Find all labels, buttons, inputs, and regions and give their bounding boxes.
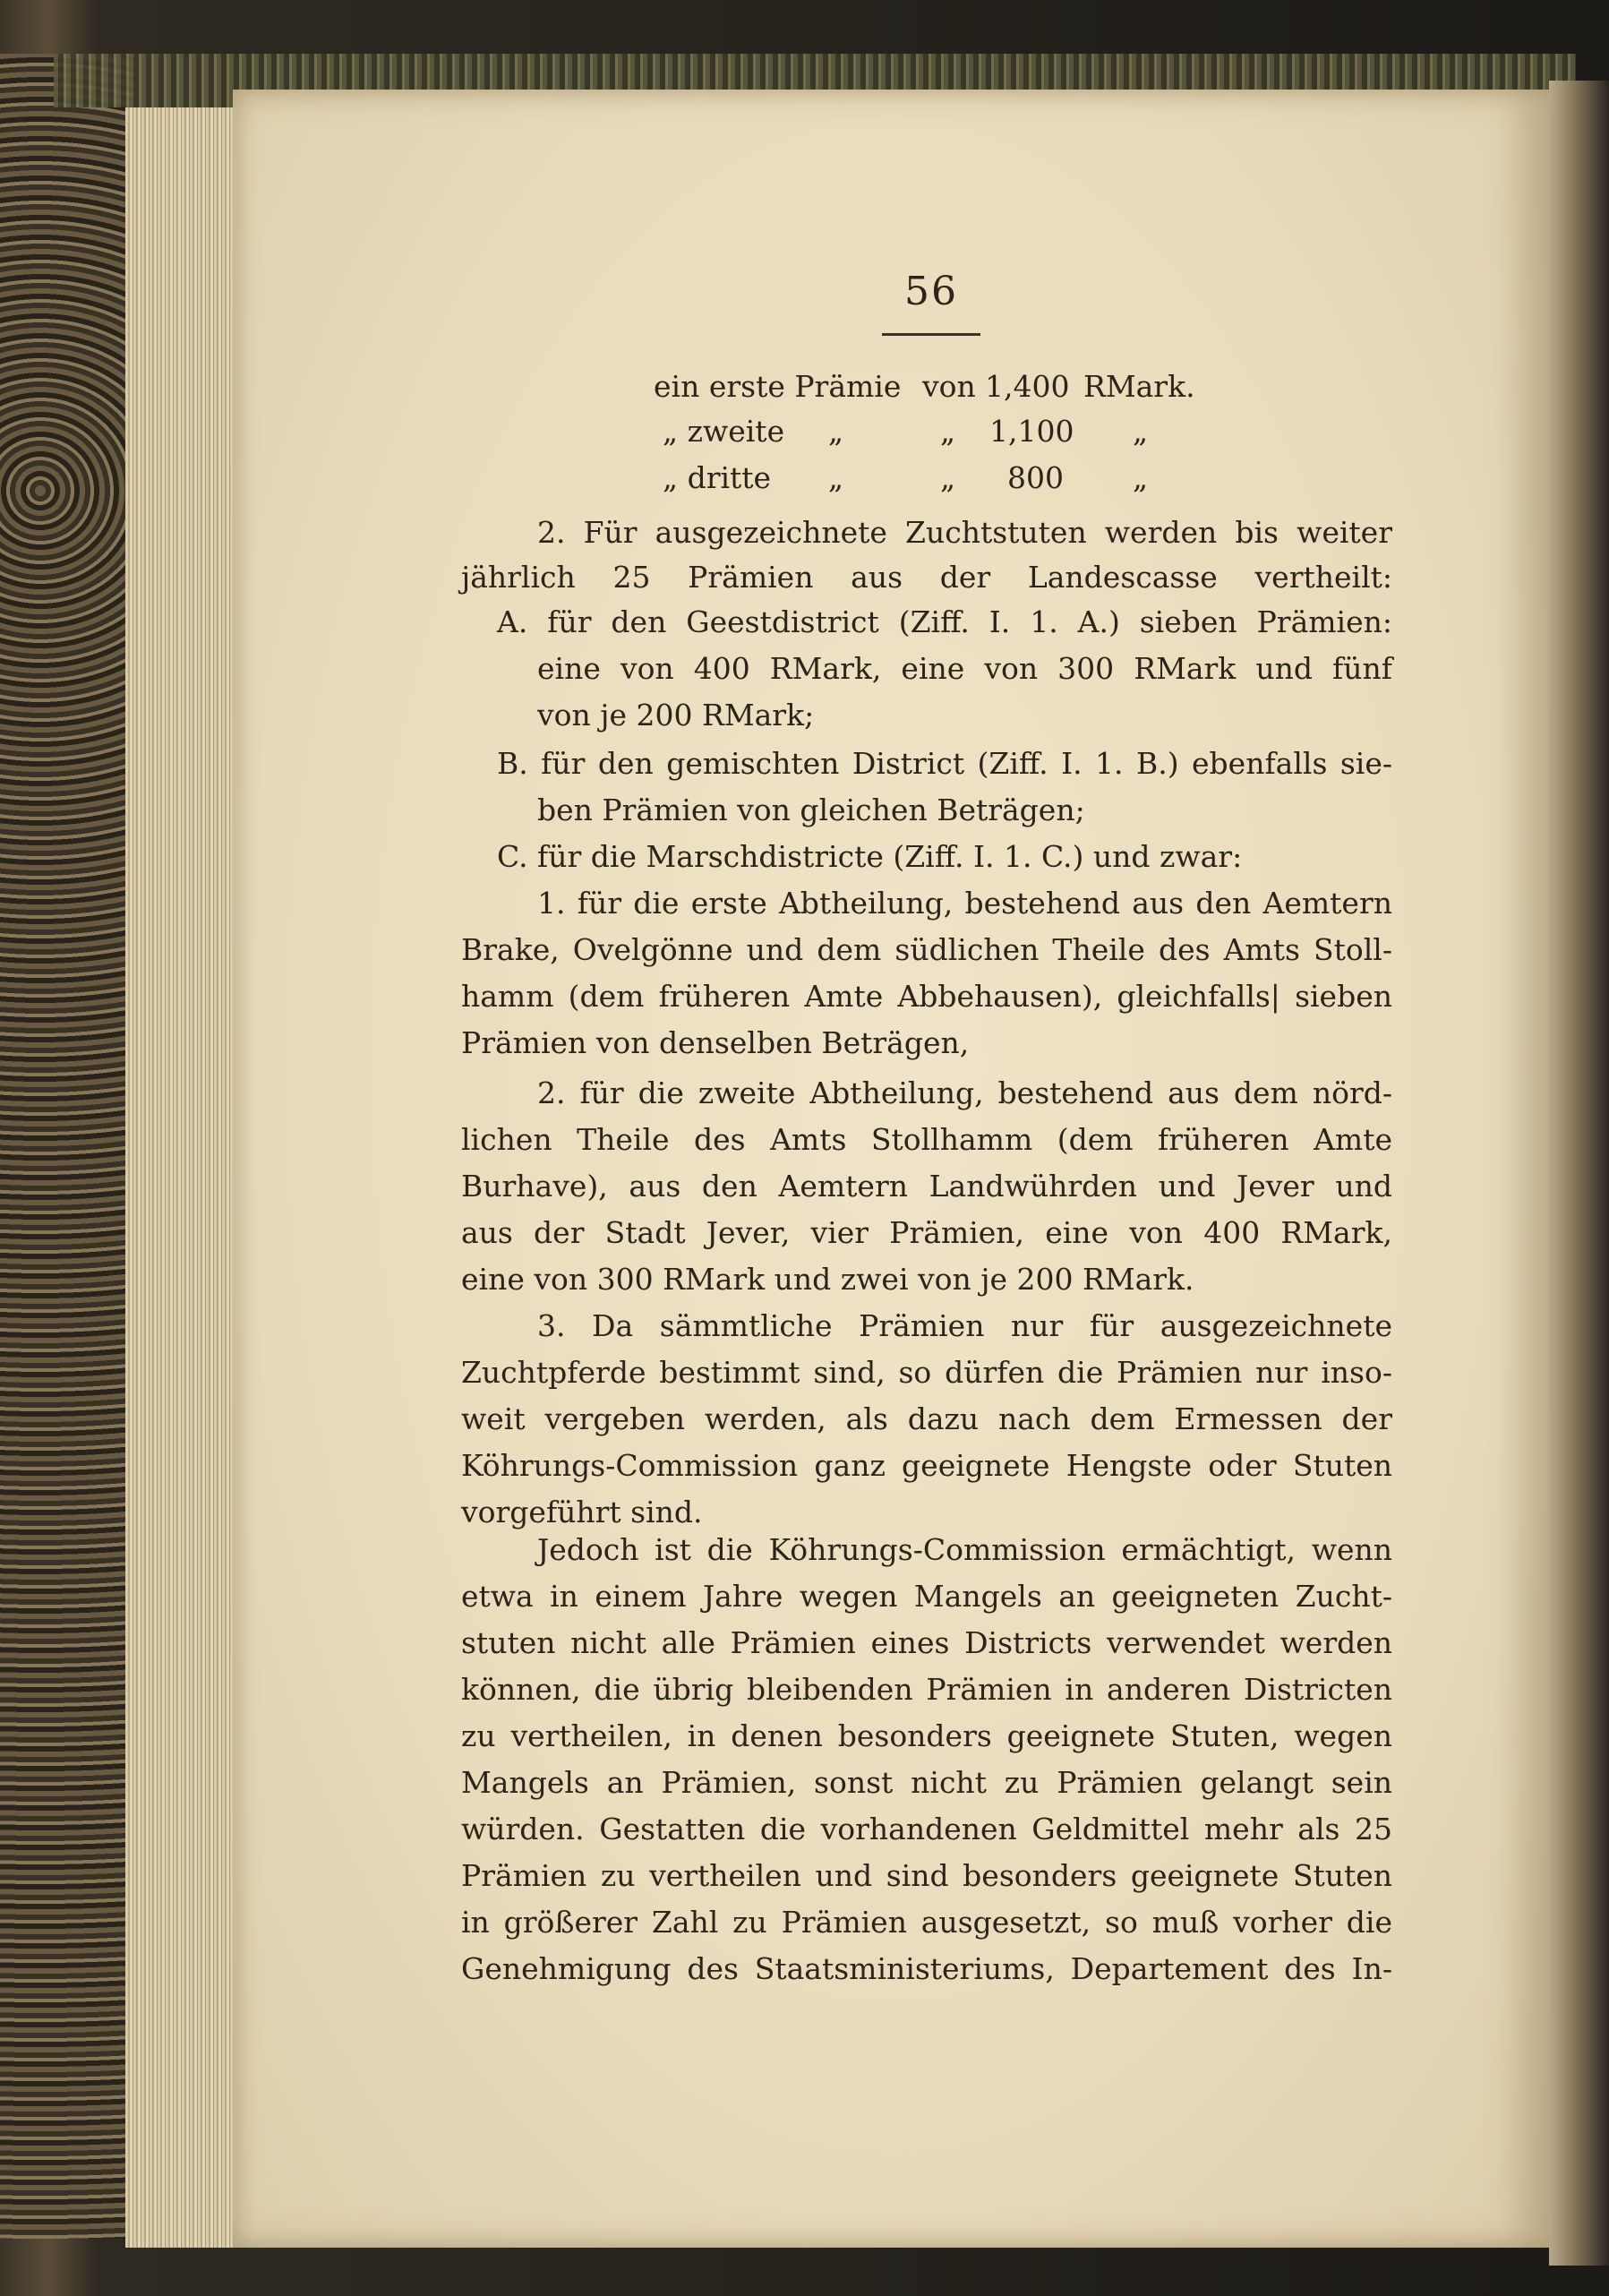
text-line: weit vergeben werden, als dazu nach dem Ermessen der	[461, 1401, 1392, 1436]
text-line: Mangels an Prämien, sonst nicht zu Prämien gelangt sein	[461, 1765, 1392, 1800]
text-line: Prämien von denselben Beträgen,	[461, 1025, 970, 1060]
text-line: stuten nicht alle Prämien eines Districts verwendet werden	[461, 1625, 1392, 1660]
prize-amount: 1,100	[989, 414, 1074, 449]
prize-sep: „	[940, 414, 956, 449]
text-line: Jedoch ist die Köhrungs-Commission ermächtigt, wenn	[537, 1532, 1392, 1567]
prize-amount: 1,400	[985, 369, 1070, 404]
prize-rank: „ zweite	[663, 414, 785, 449]
text-line: eine von 400 RMark, eine von 300 RMark und fünf	[537, 651, 1392, 686]
text-line: 2. Für ausgezeichnete Zuchtstuten werden bis weiter	[537, 515, 1392, 550]
text-line: können, die übrig bleibenden Prämien in anderen Districten	[461, 1672, 1392, 1707]
text-line: hamm (dem früheren Amte Abbehausen), gleichfalls| sieben	[461, 979, 1392, 1014]
prize-row	[663, 460, 1218, 505]
text-line: Burhave), aus den Aemtern Landwührden und Jever und	[461, 1169, 1392, 1204]
text-line: Prämien zu vertheilen und sind besonders geeignete Stuten	[461, 1858, 1392, 1893]
prize-rank: ein erste Prämie	[654, 369, 902, 404]
text-line: vorgeführt sind.	[461, 1495, 703, 1529]
text-line: würden. Gestatten die vorhandenen Geldmittel mehr als 25	[461, 1812, 1392, 1846]
text-line: C. für die Marschdistricte (Ziff. I. 1. C.) und zwar:	[497, 839, 1243, 874]
prize-sep: von	[922, 369, 976, 404]
text-line: Zuchtpferde bestimmt sind, so dürfen die Prämien nur inso-	[461, 1355, 1392, 1390]
text-line: etwa in einem Jahre wegen Mangels an geeigneten Zucht-	[461, 1579, 1392, 1614]
prize-sep: „	[828, 460, 844, 495]
prize-unit: „	[1133, 460, 1149, 495]
prize-row	[654, 369, 1218, 414]
text-line: Genehmigung des Staatsministeriums, Departement des In-	[461, 1951, 1392, 1986]
facing-page-edge	[1549, 81, 1609, 2266]
prize-amount: 800	[1007, 460, 1064, 495]
text-line: aus der Stadt Jever, vier Prämien, eine von 400 RMark,	[461, 1215, 1392, 1250]
text-line: B. für den gemischten District (Ziff. I. 1. B.) ebenfalls sie-	[497, 746, 1392, 781]
page-edges	[125, 107, 242, 2248]
prize-sep: „	[828, 414, 844, 449]
text-line: 3. Da sämmtliche Prämien nur für ausgezeichnete	[537, 1308, 1392, 1343]
marbled-cover	[0, 54, 134, 2239]
text-line: ben Prämien von gleichen Beträgen;	[537, 792, 1085, 827]
prize-unit: „	[1133, 414, 1149, 449]
text-line: A. für den Geestdistrict (Ziff. I. 1. A.) sieben Prämien:	[497, 604, 1392, 639]
prize-rank: „ dritte	[663, 460, 772, 495]
prize-unit: RMark.	[1083, 369, 1195, 404]
text-line: Köhrungs-Commission ganz geeignete Hengste oder Stuten	[461, 1448, 1392, 1483]
prize-row	[663, 414, 1218, 458]
prize-sep: „	[940, 460, 956, 495]
text-line: zu vertheilen, in denen besonders geeignete Stuten, wegen	[461, 1718, 1392, 1753]
text-line: Brake, Ovelgönne und dem südlichen Theile des Amts Stoll-	[461, 932, 1392, 967]
text-line: 2. für die zweite Abtheilung, bestehend aus dem nörd-	[537, 1075, 1392, 1110]
text-line: von je 200 RMark;	[537, 698, 815, 732]
page-number-rule	[882, 333, 980, 336]
text-line: eine von 300 RMark und zwei von je 200 RMark.	[461, 1262, 1194, 1297]
text-line: in größerer Zahl zu Prämien ausgesetzt, so muß vorher die	[461, 1905, 1392, 1940]
page-number: 56	[904, 269, 958, 314]
text-line: jährlich 25 Prämien aus der Landescasse vertheilt:	[461, 560, 1392, 595]
text-line: 1. für die erste Abtheilung, bestehend aus den Aemtern	[537, 886, 1392, 921]
text-line: lichen Theile des Amts Stollhamm (dem früheren Amte	[461, 1122, 1392, 1157]
